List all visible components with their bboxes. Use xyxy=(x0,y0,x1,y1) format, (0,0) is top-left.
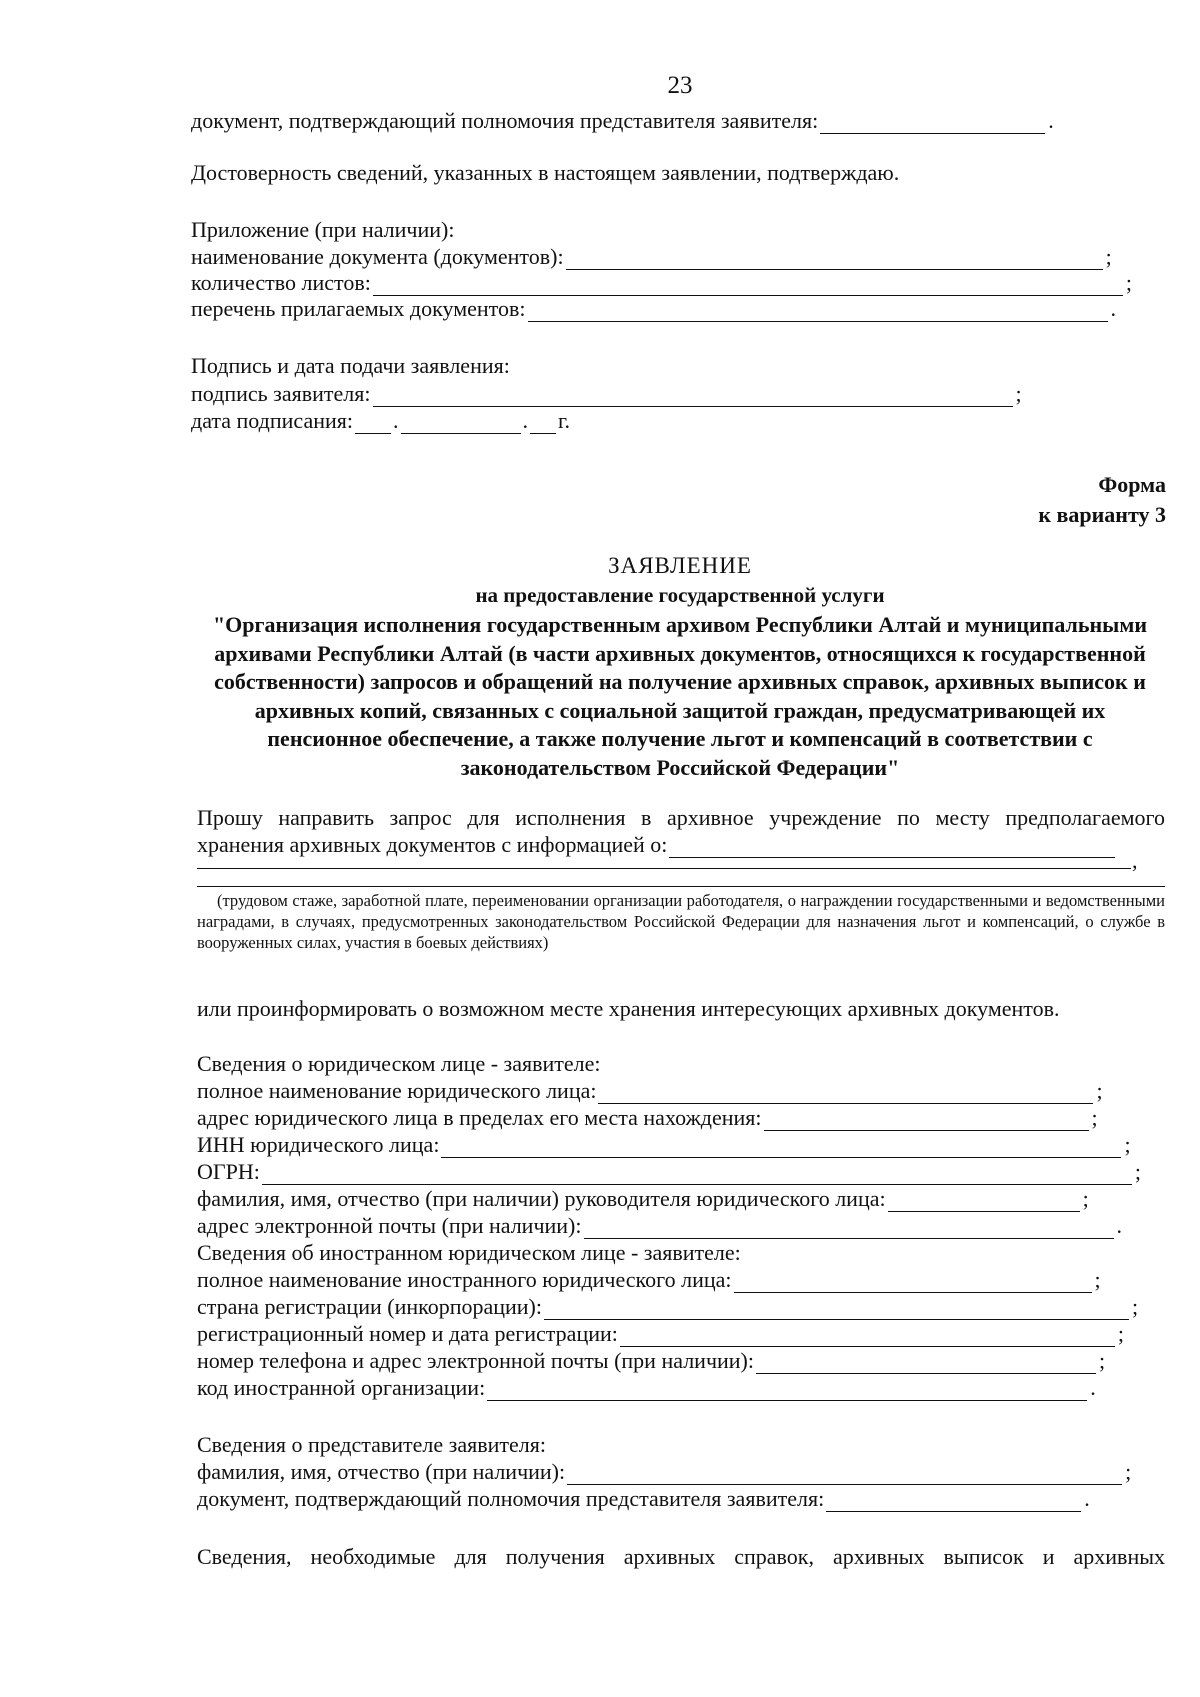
list-label: перечень прилагаемых документов: xyxy=(191,296,526,321)
request-comma: , xyxy=(1132,848,1138,873)
legal-ogrn-label: ОГРН: xyxy=(197,1159,260,1184)
sheets-label: количество листов: xyxy=(191,270,371,295)
foreign-phone-label: номер телефона и адрес электронной почты (при наличии): xyxy=(197,1348,754,1373)
request-footnote: (трудовом стаже, заработной плате, переименовании организации работодателя, о награждении государственными и ведомственными наградами, в случаях, предусмотренных законодательством Российской Федерации для назначения льгот и компенсаций, о службе в вооруженных силах, участия в боевых действиях) xyxy=(197,891,1165,952)
foreign-country-label: страна регистрации (инкорпорации): xyxy=(197,1294,542,1319)
sheets-line: количество листов: ; xyxy=(191,270,1132,295)
form-label xyxy=(1038,470,1166,530)
form-label-line1: Форма xyxy=(1098,472,1166,497)
bottom-text: Сведения, необходимые для получения архивных справок, архивных выписок и архивных xyxy=(197,1544,1165,1569)
legal-email-label: адрес электронной почты (при наличии): xyxy=(197,1213,582,1238)
footnote-separator xyxy=(197,886,1165,887)
list-line: перечень прилагаемых документов: . xyxy=(191,296,1117,321)
legal-ogrn-field[interactable] xyxy=(262,1164,1132,1185)
year-suffix: г. xyxy=(558,408,571,433)
rep-doc2-label: документ, подтверждающий полномочия представителя заявителя: xyxy=(197,1486,825,1511)
rep-doc-field[interactable] xyxy=(820,113,1045,134)
document-title: ЗАЯВЛЕНИЕ xyxy=(608,553,752,578)
page-number: 23 xyxy=(667,72,693,99)
legal-head-field[interactable] xyxy=(888,1191,1080,1212)
document-subtitle: на предоставление государственной услуги xyxy=(475,583,885,607)
legal-email-line: адрес электронной почты (при наличии): . xyxy=(197,1213,1122,1238)
legal-full-name-label: полное наименование юридического лица: xyxy=(197,1078,597,1103)
representative-header: Сведения о представителе заявителя: xyxy=(197,1432,546,1457)
doc-name-field[interactable] xyxy=(566,249,1103,270)
foreign-full-name-label: полное наименование иностранного юридического лица: xyxy=(197,1267,732,1292)
list-field[interactable] xyxy=(528,301,1108,322)
rep-fio-label: фамилия, имя, отчество (при наличии): xyxy=(197,1459,566,1484)
sheets-field[interactable] xyxy=(373,275,1123,296)
doc-name-label: наименование документа (документов): xyxy=(191,244,564,269)
applicant-sign-field[interactable] xyxy=(373,386,1013,407)
legal-inn-line: ИНН юридического лица: ; xyxy=(197,1132,1131,1157)
legal-address-line: адрес юридического лица в пределах его места нахождения: ; xyxy=(197,1105,1098,1130)
legal-full-name-field[interactable] xyxy=(598,1083,1093,1104)
rep-doc2-line: документ, подтверждающий полномочия представителя заявителя: . xyxy=(197,1486,1090,1511)
rep-doc-label: документ, подтверждающий полномочия представителя заявителя: xyxy=(191,108,819,133)
form-label-line2: к варианту 3 xyxy=(1038,502,1166,527)
signature-header: Подпись и дата подачи заявления: xyxy=(191,353,510,378)
foreign-code-field[interactable] xyxy=(487,1380,1087,1401)
legal-inn-field[interactable] xyxy=(441,1137,1121,1158)
sign-year-field[interactable] xyxy=(530,413,556,434)
legal-ogrn-line: ОГРН: ; xyxy=(197,1159,1141,1184)
sign-date-label: дата подписания: xyxy=(191,408,353,433)
foreign-country-line: страна регистрации (инкорпорации): ; xyxy=(197,1294,1139,1319)
sign-date-line: дата подписания: . . г. xyxy=(191,408,571,433)
legal-head-line: фамилия, имя, отчество (при наличии) руководителя юридического лица: ; xyxy=(197,1186,1089,1211)
applicant-sign-line: подпись заявителя: ; xyxy=(191,381,1022,406)
foreign-full-name-line: полное наименование иностранного юридического лица: ; xyxy=(197,1267,1101,1292)
doc-name-line: наименование документа (документов): ; xyxy=(191,244,1112,269)
foreign-phone-line: номер телефона и адрес электронной почты (при наличии): ; xyxy=(197,1348,1106,1373)
confirm-line: Достоверность сведений, указанных в настоящем заявлении, подтверждаю. xyxy=(191,160,900,185)
request-line1: Прошу направить запрос для исполнения в архивное учреждение по месту предполагаемого xyxy=(197,805,1165,830)
attachment-header: Приложение (при наличии): xyxy=(191,217,455,242)
service-name: "Организация исполнения государственным архивом Республики Алтай и муниципальными архивами Республики Алтай (в части архивных документов, относящихся к государственной собственности) запросов и обращений на получение архивных справок, архивных выписок и архивных копий, связанных с социальной защитой граждан, предусматривающей их пенсионное обеспечение, а также получение льгот и компенсаций в соответствии с законодательством Российской Федерации" xyxy=(212,612,1148,780)
foreign-phone-field[interactable] xyxy=(756,1353,1096,1374)
applicant-sign-label: подпись заявителя: xyxy=(191,381,371,406)
rep-doc-line: документ, подтверждающий полномочия представителя заявителя: . xyxy=(191,108,1054,133)
request-info-field-continued[interactable] xyxy=(197,868,1131,869)
foreign-full-name-field[interactable] xyxy=(734,1272,1092,1293)
request-line2-label: хранения архивных документов с информацией о: xyxy=(197,832,668,857)
sign-month-field[interactable] xyxy=(401,413,521,434)
request-line2 xyxy=(197,832,1117,858)
foreign-code-label: код иностранной организации: xyxy=(197,1375,486,1400)
legal-entity-header: Сведения о юридическом лице - заявителе: xyxy=(197,1051,601,1076)
legal-email-field[interactable] xyxy=(584,1218,1114,1239)
sign-day-field[interactable] xyxy=(355,413,391,434)
foreign-reg-label: регистрационный номер и дата регистрации: xyxy=(197,1321,618,1346)
rep-doc2-field[interactable] xyxy=(826,1491,1081,1512)
foreign-reg-line: регистрационный номер и дата регистрации: ; xyxy=(197,1321,1125,1346)
request-info-field[interactable] xyxy=(669,837,1115,858)
foreign-code-line: код иностранной организации: . xyxy=(197,1375,1096,1400)
rep-fio-field[interactable] xyxy=(567,1464,1122,1485)
legal-head-label: фамилия, имя, отчество (при наличии) руководителя юридического лица: xyxy=(197,1186,886,1211)
foreign-reg-field[interactable] xyxy=(620,1326,1115,1347)
or-inform-line: или проинформировать о возможном месте хранения интересующих архивных документов. xyxy=(197,996,1060,1021)
legal-full-name-line: полное наименование юридического лица: ; xyxy=(197,1078,1103,1103)
foreign-country-field[interactable] xyxy=(544,1299,1129,1320)
rep-fio-line: фамилия, имя, отчество (при наличии): ; xyxy=(197,1459,1132,1484)
legal-address-field[interactable] xyxy=(764,1110,1089,1131)
foreign-entity-header: Сведения об иностранном юридическом лице - заявителе: xyxy=(197,1240,741,1265)
legal-inn-label: ИНН юридического лица: xyxy=(197,1132,440,1157)
legal-address-label: адрес юридического лица в пределах его места нахождения: xyxy=(197,1105,762,1130)
